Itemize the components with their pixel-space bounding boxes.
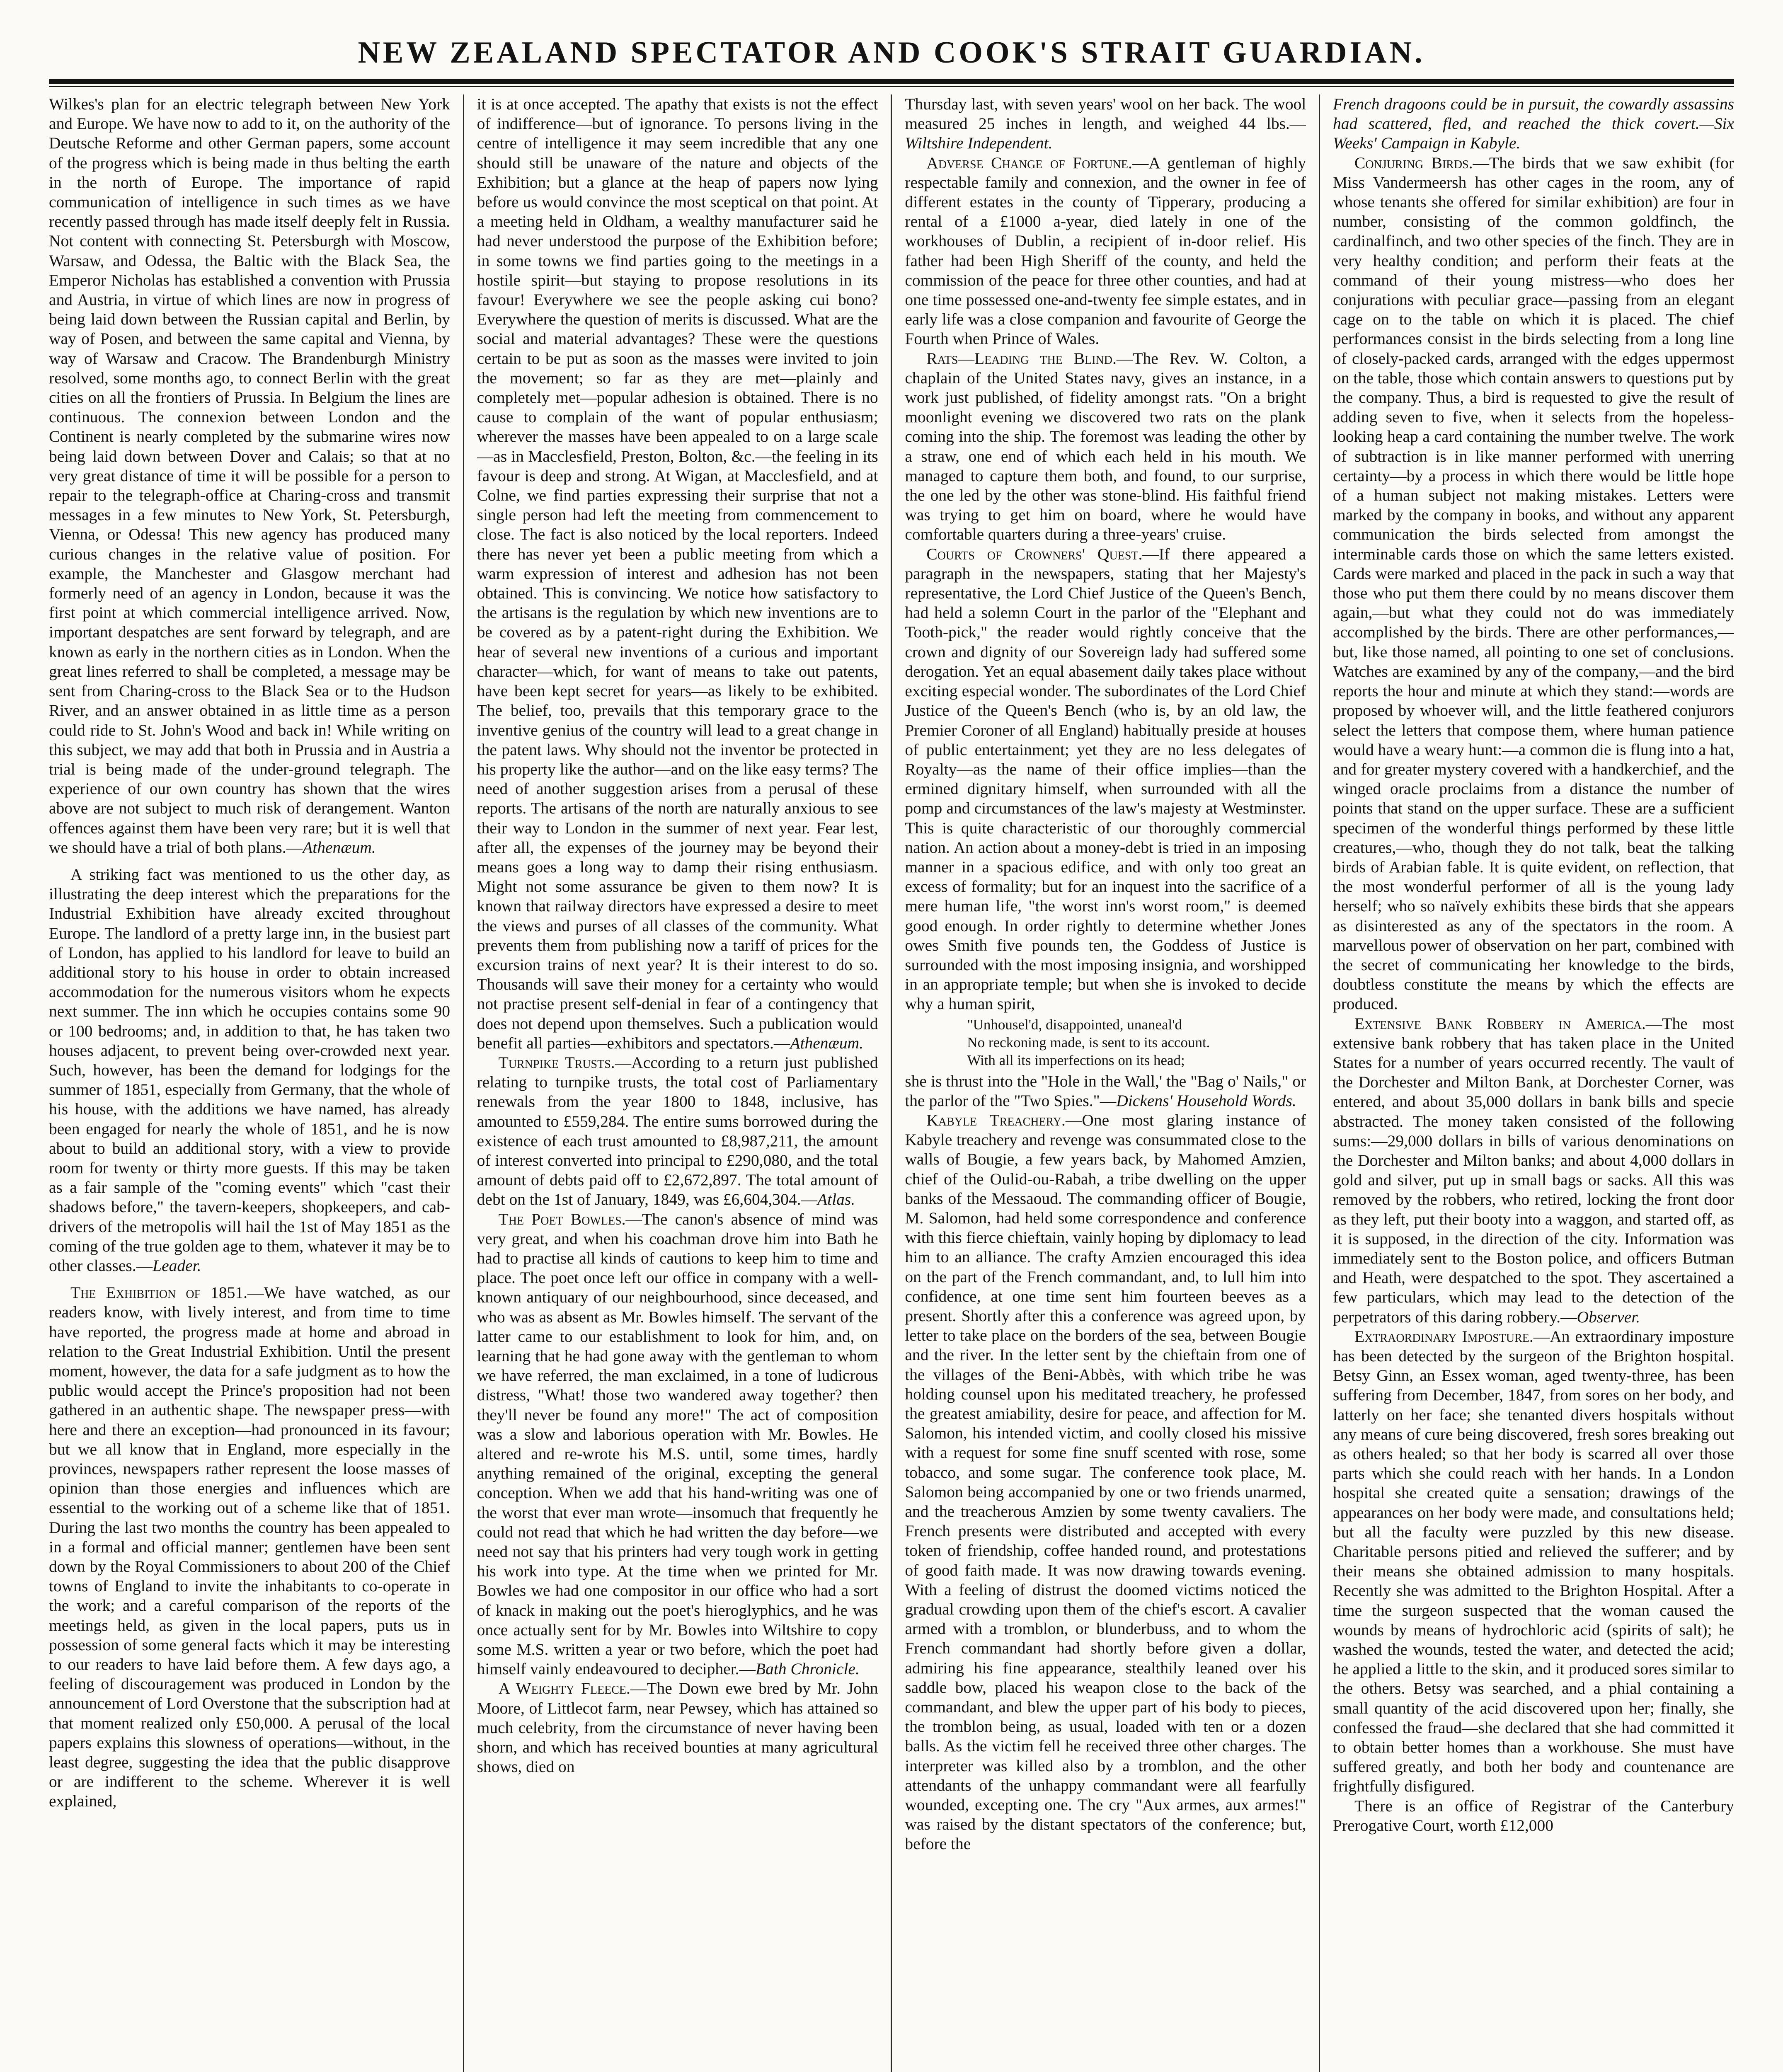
column-divider xyxy=(463,94,464,2072)
article-turnpike-trusts xyxy=(477,1053,878,1210)
column-3 xyxy=(905,94,1306,2072)
article-body: —According to a return just published relating to turnpike trusts, the total cost of Parliamentary renewals from the year 1800 to 1848, inclusive, has amounted to £559,284. The entire sums borrowed during the existence of each trust amounted to £8,987,211, the amount of interest converted into principal to £290,080, and the total amount of debts paid off to £2,672,897. The total amount of debt on the 1st of January, 1849, was £6,604,304.— xyxy=(477,1053,878,1209)
verse-line: No reckoning made, is sent to its account. xyxy=(967,1034,1210,1051)
article-source: Wiltshire Independent. xyxy=(905,134,1053,152)
article-body: —The Rev. W. Colton, a chaplain of the United States navy, gives an instance, in a work just published, of fidelity amongst rats. "On a bright moonlight evening we discovered two rats on the plank coming into the ship. The foremost was leading the other by a straw, one end of which each held in his mouth. We managed to capture them both, and found, to our surprise, the one led by the other was stone-blind. His faithful friend was trying to get him on board, where he would have comfortable quarters during a three-years' cruise. xyxy=(905,349,1306,544)
article-exhibition-1851 xyxy=(49,1283,450,1811)
article-heading: Conjuring Birds. xyxy=(1354,153,1473,172)
article-adverse-fortune xyxy=(905,153,1306,349)
article-body: Wilkes's plan for an electric telegraph between New York and Europe. We have now to add to it, on the authority of the Deutsche Reforme and other German papers, some account of the progress which is being made in thus belting the earth in the north of Europe. The importance of rapid communication of intelligence in such times as we have recently passed through has made itself deeply felt in Russia. Not content with connecting St. Petersburgh with Moscow, Warsaw, and Odessa, the Baltic with the Black Sea, the Emperor Nicholas has established a convention with Prussia and Austria, in virtue of which lines are now in progress of being laid down between the Russian capital and Berlin, by way of Posen, and between the same capital and Vienna, by way of Warsaw and Cracow. The Brandenburgh Ministry resolved, some months ago, to connect Berlin with the great cities on all the frontiers of Prussia. In Belgium the lines are continuous. The connexion between London and the Continent is nearly completed by the submarine wires now being laid down between Dover and Calais; so that at no very great distance of time it will be possible for a person to repair to the telegraph-office at Charing-cross and transmit messages in a few minutes to New York, St. Petersburgh, Vienna, or Odessa! This new agency has produced many curious changes in the relative value of position. For example, the Manchester and Glasgow merchant had formerly need of an agency in London, because it was the first point at which commercial intelligence arrived. Now, important despatches are sent forward by telegraph, and are known as early in the northern cities as in London. When the great lines referred to shall be completed, a message may be sent from Charing-cross to the Black Sea or to the Hudson River, and an answer obtained in as little time as a person could ride to St. John's Wood and back in! While writing on this subject, we may add that both in Prussia and in Austria a trial is being made of the under-ground telegraph. The experience of our own country has shown that the wires above are not subject to much risk of derangement. Wanton offences against them have been very rare; but it is well that we should have a trial of both plans.— xyxy=(49,95,450,857)
article-heading: The Exhibition of 1851. xyxy=(70,1283,248,1302)
columns xyxy=(49,94,1734,2072)
article-source: Leader. xyxy=(153,1256,201,1275)
article-registrar xyxy=(1333,1796,1734,1835)
article-heading: Turnpike Trusts. xyxy=(498,1053,615,1072)
article-body: —One most glaring instance of Kabyle treachery and revenge was consummated close to the walls of Bougie, a few years back, by Mahomed Amzien, chief of the Oulid-ou-Rabah, a tribe dwelling on the upper banks of the Messaoud. The commanding officer of Bougie, M. Salomon, had held some correspondence and conference with this fierce chieftain, vainly hoping by diplomacy to lead him to an alliance. The crafty Amzien encouraged this idea on the part of the French commandant, and, to lull him into confidence, at one time sent him fourteen beeves as a present. Shortly after this a conference was agreed upon, by letter to take place on the borders of the sea, between Bougie and the river. In the letter sent by the chieftain from one of the villages of the Beni-Abbès, with which tribe he was holding counsel upon his meditated treachery, he professed the greatest amiability, desire for peace, and affection for M. Salomon, his intended victim, and coolly closed his missive with a request for some fine snuff scented with rose, some tobacco, and some sugar. The conference took place, M. Salomon being accompanied by one or two friends unarmed, and the treacherous Amzien by some twenty cavaliers. The French presents were distributed and accepted with every token of friendship, coffee handed round, and protestations of good faith made. It was now drawing towards evening. With a feeling of distrust the doomed victims noticed the gradual crowding upon them of the chief's escort. A cavalier armed with a tromblon, or blunderbuss, and to whom the French commandant had shortly before given a dollar, admiring his fine appearance, stealthily leaned over his saddle bow, placed his weapon close to the back of the commandant, and blew the upper part of his body to pieces, the tromblon being, as usual, loaded with ten or a dozen balls. As the victim fell he received three other charges. The interpreter was killed also by a tromblon, and the other attendants of the unhappy commandant were all fearfully wounded, excepting one. The cry "Aux armes, aux armes!" was raised by the distant spectators of the conference; but, before the xyxy=(905,1111,1306,1853)
article-source: Observer. xyxy=(1577,1307,1640,1326)
verse-quote xyxy=(905,1016,1306,1069)
article-conjuring-birds xyxy=(1333,153,1734,1014)
article-body: —If there appeared a paragraph in the newspapers, stating that her Majesty's representative, the Lord Chief Justice of the Queen's Bench, had held a solemn Court in the parlor of the "Elephant and Tooth-pick," the reader would rightly conceive that the crown and dignity of our Sovereign lady had suffered some derogation. Yet an equal abasement daily takes place without exciting especial wonder. The subordinates of the Lord Chief Justice of the Queen's Bench (who is, by an old law, the Premier Coroner of all England) habitually preside at houses of public entertainment; yet they are no less delegates of Royalty—as the name of their office implies—than the ermined dignitary himself, when surrounded with all the pomp and circumstances of the law's majesty at Westminster. This is quite characteristic of our thoroughly commercial nation. An action about a money-debt is tried in an imposing manner in a spacious edifice, and with only too great an excess of formality; but for an inquest into the sacrifice of a mere human life, "the worst inn's worst room," is deemed good enough. In order rightly to determine whether Jones owes Smith five pounds ten, the Goddess of Justice is surrounded with the most imposing insignia, and worshipped in an appropriate temple; but when she is invoked to decide why a human spirit, xyxy=(905,545,1306,1013)
article-heading: Kabyle Treachery. xyxy=(926,1111,1066,1129)
column-2 xyxy=(477,94,878,2072)
masthead-title: NEW ZEALAND SPECTATOR AND COOK'S STRAIT GUARDIAN. xyxy=(358,36,1425,70)
article-heading: Extraordinary Imposture. xyxy=(1354,1327,1533,1346)
article-crowners-quest xyxy=(905,545,1306,1014)
article-heading: Extensive Bank Robbery in America. xyxy=(1354,1014,1646,1033)
article-telegraph xyxy=(49,94,450,857)
article-source: Athenæum. xyxy=(303,838,376,857)
article-body: —We have watched, as our readers know, with lively interest, and from time to time have reported, the progress made at home and abroad in relation to the Great Industrial Exhibition. Until the present moment, however, the data for a safe judgment as to how the public would accept the Prince's proposition had not been gathered in an authentic shape. The newspaper press—with here and there an exception—had pronounced in its favour; but we all know that in England, more especially in the provinces, newspapers rather represent the loose masses of opinion than those energies and influences which are essential to the working out of a scheme like that of 1851. During the last two months the country has been appealed to in a formal and official manner; gentlemen have been sent down by the Royal Commissioners to about 200 of the Chief towns of England to invite the inhabitants to co-operate in the work; and a careful comparison of the reports of the meetings held, as given in the local papers, puts us in possession of some general facts which it may be interesting to our readers to have laid before them. A few days ago, a feeling of discouragement was produced in London by the announcement of Lord Overstone that the subscription had at that moment realized only £50,000. A perusal of the local papers explains this slowness of operations—without, in the least degree, suggesting the idea that the public disapprove or are indifferent to the scheme. Wherever it is well explained, xyxy=(49,1283,450,1811)
article-body: —A gentleman of highly respectable family and connexion, and the owner in fee of different estates in the county of Tipperary, producing a rental of a £1000 a-year, died lately in one of the workhouses of Dublin, a recipient of in-door relief. His father had been High Sheriff of the county, and held the commission of the peace for three other counties, and had at one time possessed one-and-twenty fee simple estates, and in early life was a close companion and favourite of George the Fourth when Prince of Wales. xyxy=(905,153,1306,348)
article-kabyle-continued xyxy=(1333,94,1734,153)
article-exhibition-continued xyxy=(477,94,878,1053)
article-body: —An extraordinary imposture has been detected by the surgeon of the Brighton hospital. Betsy Ginn, an Essex woman, aged twenty-three, has been suffering from December, 1847, from sores on her body, and latterly on her face; she tenanted divers hospitals without any means of cure being discovered, fresh sores breaking out as others healed; so that her body is scarred all over those parts which she could reach with her hands. In a London hospital she created quite a sensation; drawings of the appearances on her body were made, and consultations held; but all the faculty were puzzled by this new disease. Charitable persons pitied and relieved the sufferer; and by their means she obtained admission to many hospitals. Recently she was admitted to the Brighton Hospital. After a time the surgeon suspected that the woman caused the wounds by means of hydrochloric acid (spirits of salt); he washed the wounds, tested the water, and detected the acid; he applied a little to the skin, and it produced sores similar to the others. Betsy was searched, and a phial containing a small quantity of the acid discovered upon her; finally, she confessed the fraud—she declared that she had committed it to obtain better homes than a workhouse. She must have suffered greatly, and both her body and countenance are frightfully disfigured. xyxy=(1332,1327,1734,1796)
article-body: —The birds that we saw exhibit (for Miss Vandermeersh has other cages in the room, any of whose tenants she offered for similar exhibition) are four in number, consisting of the common goldfinch, the cardinalfinch, and two other species of the finch. They are in very healthy condition; and perform their feats at the command of their young mistress—who does her conjurations with peculiar grace—passing from an elegant cage on to the table on which it is placed. The chief performances consist in the birds selecting from a long line of closely-packed cards, arranged with the edges uppermost on the table, those which contain answers to questions put by the company. Thus, a bird is requested to give the result of adding seven to five, when it selects from the hopeless-looking heap a card containing the number twelve. The work of subtraction is in like manner performed with unerring certainty—by a process in which there would be little hope of a human subject not making mistakes. Letters were marked by the company in books, and without any apparent communication the birds selected from amongst the interminable cards those on which the same letters existed. Cards were marked and placed in the pack in such a way that those who put them there could by no means discover them again,—but what they could not do was immediately accomplished by the birds. There are other performances,—but, like those named, all pointing to one set of conclusions. Watches are examined by any of the company,—and the bird reports the hour and minute at which they stand:—words are proposed by whoever will, and the little feathered conjurors select the letters that compose them, where human patience would have a weary hunt:—a common die is flung into a hat, and for greater mystery covered with a handkerchief, and the winged oracle proclaims from a distance the number of points that stand on the upper surface. These are a sufficient specimen of the wonderful things performed by these little creatures,—who, though they do not talk, beat the talking birds of Arabian fable. It is quite evident, on reflection, that the most wonderful performer of all is the young lady herself; who so naïvely exhibits these birds that she appears as disinterested as any of the spectators in the room. A marvellous power of observation on her part, combined with the secret of communicating her knowledge to the birds, doubtless constitute the means by which the effects are produced. xyxy=(1332,153,1734,1013)
article-body: A striking fact was mentioned to us the other day, as illustrating the deep interest which the preparations for the Industrial Exhibition have already excited throughout Europe. The landlord of a pretty large inn, in the busiest part of London, has applied to his landlord for leave to build an additional story to his house in order to obtain increased accommodation for the numerous visitors whom he expects next summer. The inn which he occupies contains some 90 or 100 bedrooms; and, in addition to that, he has taken two houses adjacent, to prevent being over-crowded next year. Such, however, has been the demand for lodgings for the summer of 1851, especially from Germany, that the whole of his house, with the additions we have named, has already been engaged for nearly the whole of 1851, and he is now about to build an additional story, with a view to provide room for twenty or thirty more guests. If this may be taken as a fair sample of the "coming events" which "cast their shadows before," the tavern-keepers, shopkeepers, and cab-drivers of the metropolis will hail the 1st of May 1851 as the coming of the true golden age to them, whatever it may be to other classes.— xyxy=(49,865,450,1275)
masthead-rule xyxy=(49,79,1734,87)
column-divider xyxy=(891,94,892,2072)
verse-line: "Unhousel'd, disappointed, unaneal'd xyxy=(967,1016,1182,1033)
article-source: Bath Chronicle. xyxy=(756,1660,860,1678)
article-body: it is at once accepted. The apathy that exists is not the effect of indifference—but of ignorance. To persons living in the centre of intelligence it may seem incredible that any one should still be unaware of the nature and objects of the Exhibition; but a glance at the heap of papers now lying before us would convince the most sceptical on that point. At a meeting held in Oldham, a wealthy manufacturer said he had never understood the purpose of the Exhibition before; in some towns we find parties going to the meetings in a hostile spirit—but staying to propose resolutions in its favour! Everywhere we see the people asking cui bono? Everywhere the question of merits is discussed. What are the social and material advantages? These were the questions certain to be put as soon as the masses were invited to join the movement; so far as they are met—plainly and completely met—popular adhesion is obtained. There is no cause to complain of the want of popular enthusiasm; wherever the masses have been appealed to on a large scale—as in Macclesfield, Preston, Bolton, &c.—the feeling in its favour is deep and strong. At Wigan, at Macclesfield, and at Colne, we find parties expressing their surprise that not a single person had left the meeting from commencement to close. The fact is also noticed by the local reporters. Indeed there has never yet been a public meeting from which a warm expression of interest and adhesion has not been obtained. This is convincing. We notice how satisfactory to the artisans is the regulation by which new inventions are to be covered as by a patent-right during the Exhibition. We hear of several new inventions of a curious and important character—which, for want of means to take out patents, have been kept secret for years—as likely to be exhibited. The belief, too, prevails that this temporary grace to the inventive genius of the country will lead to a great change in the patent laws. Why should not the inventor be protected in his property like the author—and on the like easy terms? The need of another suggestion arises from a perusal of these reports. The artisans of the north are naturally anxious to see their way to London in the summer of next year. Fear lest, after all, the expenses of the journey may be beyond their means goes a long way to damp their rising enthusiasm. Might not some assurance be given to them now? It is known that railway directors have expressed a desire to meet the views and purses of all classes of the community. What prevents them from publishing now a tariff of prices for the excursion trains of next year? It is their interest to do so. Thousands will save their money for a certainty who would not practise present self-denial in fear of a contingency that does not depend upon themselves. Such a publication would benefit all parties—exhibitors and spectators.— xyxy=(477,95,878,1052)
article-rats xyxy=(905,349,1306,545)
verse-line: With all its imperfections on its head; xyxy=(967,1052,1185,1068)
article-body: Thursday last, with seven years' wool on her back. The wool measured 25 inches in length, and weighed 44 lbs.— xyxy=(905,95,1306,133)
article-weighty-fleece xyxy=(477,1679,878,1777)
article-source: Atlas. xyxy=(817,1190,855,1209)
article-body: she is thrust into the "Hole in the Wall,' the "Bag o' Nails," or the parlor of the "Two Spies."— xyxy=(905,1072,1306,1110)
article-heading: Adverse Change of Fortune. xyxy=(926,153,1132,172)
article-heading: Rats—Leading the Blind. xyxy=(926,349,1117,368)
article-body: —The Down ewe bred by Mr. John Moore, of Littlecot farm, near Pewsey, which has attained so much celebrity, from the circumstance of never having been shorn, and which has received bounties at many agricultural shows, died on xyxy=(477,1679,878,1776)
article-source: Six Weeks' Campaign in Kabyle. xyxy=(1332,114,1734,152)
article-body: There is an office of Registrar of the Canterbury Prerogative Court, worth £12,000 xyxy=(1332,1796,1734,1835)
article-heading: The Poet Bowles. xyxy=(498,1210,626,1228)
article-heading: Courts of Crowners' Quest. xyxy=(926,545,1143,563)
column-divider xyxy=(1319,94,1320,2072)
article-bank-robbery xyxy=(1333,1014,1734,1327)
column-4 xyxy=(1333,94,1734,2072)
article-body: French dragoons could be in pursuit, the cowardly assassins had scattered, fled, and reached the thick covert.— xyxy=(1332,95,1734,133)
article-fleece-continued xyxy=(905,94,1306,153)
article-source: Dickens' Household Words. xyxy=(1116,1091,1296,1110)
column-1 xyxy=(49,94,450,2072)
article-heading: A Weighty Fleece. xyxy=(498,1679,630,1698)
article-poet-bowles xyxy=(477,1210,878,1679)
article-exhibition-lodgings xyxy=(49,865,450,1276)
article-kabyle-treachery xyxy=(905,1111,1306,1854)
article-imposture xyxy=(1333,1327,1734,1796)
article-body: —The canon's absence of mind was very great, and when his coachman drove him into Bath he had to practise all kinds of cautions to keep him to time and place. The poet once left our office in company with a well-known antiquary of our neighbourhood, since deceased, and who was as absent as Mr. Bowles himself. The servant of the latter came to our establishment to look for him, and, on learning that he had gone away with the gentleman to whom we have referred, the man exclaimed, in a tone of ludicrous distress, "What! those two wandered away together? then they'll never be found any more!" The act of composition was a slow and laborious operation with Mr. Bowles. He altered and re-wrote his M.S. until, some times, hardly anything remained of the original, excepting the general conception. When we add that his hand-writing was one of the worst that ever man wrote—insomuch that frequently he could not read that which he had written the day before—we need not say that his printers had very tough work in getting his work into type. At the time when we printed for Mr. Bowles we had one compositor in our office who had a sort of knack in making out the poet's hieroglyphics, and he was once actually sent for by Mr. Bowles into Wiltshire to copy some M.S. written a year or two before, which the poet had himself vainly endeavoured to decipher.— xyxy=(477,1210,878,1678)
article-crowners-quest-end xyxy=(905,1072,1306,1111)
article-source: Athenæum. xyxy=(790,1034,864,1052)
article-body: —The most extensive bank robbery that has taken place in the United States for a number of years occurred recently. The vault of the Dorchester and Milton Bank, at Dorchester Corner, was entered, and about 35,000 dollars in bank bills and specie abstracted. The money taken consisted of the following sums:—29,000 dollars in bills of various denominations on the Dorchester and Milton banks; and about 4,000 dollars in gold and silver, put up in small bags or sacks. All this was removed by the robbers, who retired, locking the front door as they left, put their booty into a waggon, and started off, as it is supposed, in the direction of the city. Information was immediately sent to the Boston police, and officers Butman and Heath, were despatched to the spot. They ascertained a few particulars, which may lead to the detection of the perpetrators of this daring robbery.— xyxy=(1332,1014,1734,1326)
